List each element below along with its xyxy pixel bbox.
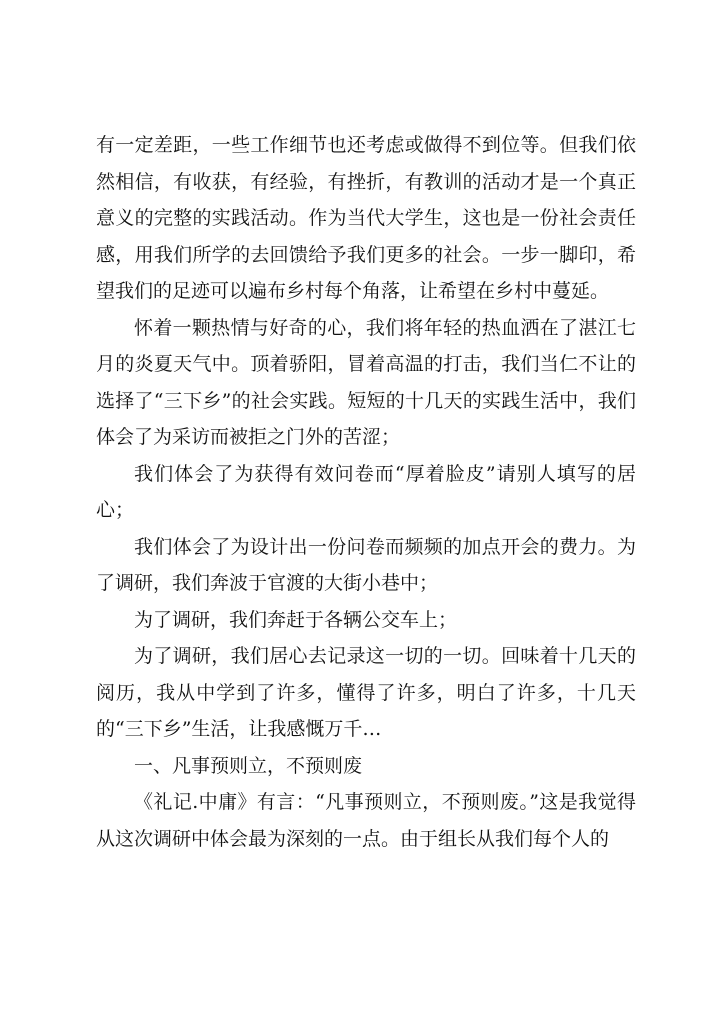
- paragraph-bus: 为了调研，我们奔赶于各辆公交车上；: [134, 608, 458, 631]
- paragraph-passion: 怀着一颗热情与好奇的心，我们将年轻的热血洒在了湛江七月的炎夏天气中。顶着骄阳，冒着高温的打击，我们当仁不让的选择了“三下乡”的社会实践。短短的十几天的实践生活中，我们体会了为采访而被拒之门外的苦涩；: [96, 316, 636, 448]
- paragraph-record: 为了调研，我们居心去记录这一切的一切。回味着十几天的阅历，我从中学到了许多，懂得了许多，明白了许多，十几天的“三下乡”生活，让我感慨万千…: [96, 645, 636, 740]
- section-heading: 一、凡事预则立，不预则废: [134, 754, 363, 777]
- document-body: [96, 127, 636, 857]
- paragraph-questionnaire: 我们体会了为获得有效问卷而“厚着脸皮”请别人填写的居心；: [96, 462, 636, 521]
- paragraph-liji: 《礼记.中庸》有言：“凡事预则立，不预则废。”这是我觉得从这次调研中体会最为深刻的一点。由于组长从我们每个人的: [96, 791, 636, 850]
- paragraph-continuation: 有一定差距，一些工作细节也还考虑或做得不到位等。但我们依然相信，有收获，有经验，有挫折，有教训的活动才是一个真正意义的完整的实践活动。作为当代大学生，这也是一份社会责任感，用我们所学的去回馈给予我们更多的社会。一步一脚印，希望我们的足迹可以遍布乡村每个角落，让希望在乡村中蔓延。: [96, 134, 636, 302]
- paragraph-design: 我们体会了为设计出一份问卷而频频的加点开会的费力。为了调研，我们奔波于官渡的大街小巷中；: [96, 535, 636, 594]
